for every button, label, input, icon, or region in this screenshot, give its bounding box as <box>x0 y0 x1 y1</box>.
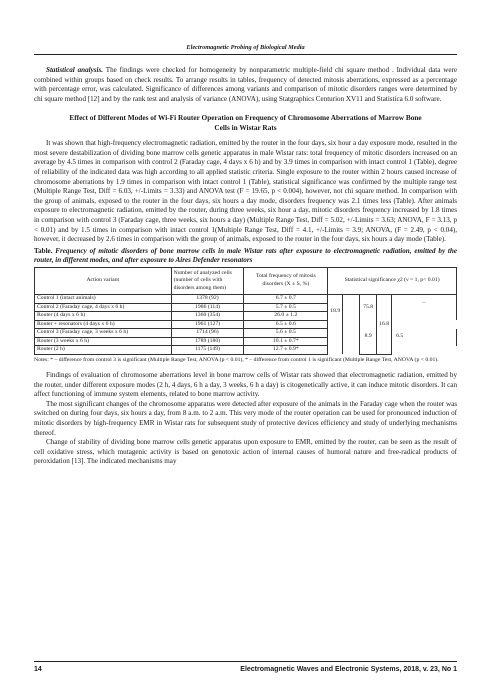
article-body <box>34 66 457 467</box>
row-variant: Control 1 (intact animals) <box>35 295 172 304</box>
results-paragraph-2: Findings of evaluation of chromosome aberrations level in bone marrow cells of Wistar rats showed that electromagnetic radiation, emitted by the router, under different exposure modes (2 h, 4 days, 6 h a day, 3 weeks, 6 h a day) is citogenetically active, it can induce mitotic disorders. It can affect functioning of immune system elements, related to bone marrow activity. <box>34 371 457 399</box>
statistical-analysis-heading: Statistical analysis. <box>46 66 104 74</box>
results-paragraph-1: It was shown that high-frequency electromagnetic radiation, emitted by the router in the four days, six hour a day exposure mode, resulted in the most severe destabilization of dividing bone marrow cells genetic apparatus in male Wistar rats: total frequency of mitotic disorders increased on an average by 4.5 times in comparison with control 2 (Faraday cage, 4 days x 6 h) and by 3.9 times in comparison with intact control 1 (Table), degree of reliability of the indicated data was high according to all applied statistic criteria. Single exposure to the router within 2 hours caused increase of chromosome aberrations by 1.9 times in comparison with intact control 1 (Table), statistical significance was confirmed by the multiple range test (Multiple Range Test, Diff = 6.03, +/-Limits = 3.33) and ANOVA test (F = 19.65, p < 0.004), however, not chi square method. In comparison with the group of animals, exposed to the router in the four days, six hours a day mode, disorders frequency was 2.1 times less (Table). After animals exposure to electromagnetic radiation, emitted by the router, during three weeks, six hour a day, mitotic disorders frequency increased by 1.8 times in comparison with control 3 (Faraday cage, three weeks, six hours a day) (Multiple Range Test, Diff = 5.02, +/-Limits = 3.63; ANOVA, F = 3.13, p < 0.01) and by 1.5 times in comparison with intact control 1(Multiple Range Test, Diff = 4.1, +/-Limits = 3.9; ANOVA, (F = 2.49, p < 0.04), however, it decreased by 2.6 times in comparison with the group of animals, exposed to the router in the four days, six hours a day mode (Table). <box>34 139 457 244</box>
significance-value: 8.9 <box>360 329 377 346</box>
row-cells: 1175 (149) <box>171 346 244 355</box>
results-paragraph-4: Change of stability of dividing bone marrow cells genetic apparatus upon exposure to EMR, emitted by the router, can be seen as the result of cell oxidative stress, which mutagenic activity is based on genotoxic action of internal causes of humoral nature and free-radical products of peroxidation [13]. The indicated mechanisms may <box>34 438 457 466</box>
header-statistical-significance: Statistical significance χ2 (ν = 1, p< 0.01) <box>328 267 457 295</box>
row-cells: 1986 (114) <box>171 303 244 312</box>
row-frequency: 5.7 ± 0.5 <box>244 303 328 312</box>
table-notes: Notes: * – difference from control 3 is significant (Multiple Range Test, ANOVA (p < 0.01), * – difference from control 1 is significant (Multiple Range Test, ANOVA (p < 0.01). <box>34 356 439 363</box>
row-variant: Router (4 days x 6 h) <box>35 312 172 321</box>
results-paragraph-3: The most significant changes of the chromosome apparatus were detected after exposure of the animals in the Faraday cage when the router was switched on during four days, six hours a day, from 8 a.m. to 2 a.m. This very mode of the router operation can be used for pronounced induction of mitotic disorders by high-frequency EMR in Wistar rats for subsequent study of protective devices efficiency and study of underlying mechanisms thereof. <box>34 399 457 437</box>
row-cells: 1360 (354) <box>171 312 244 321</box>
row-frequency: 10.1 ± 0.7* <box>244 337 328 346</box>
row-cells: 1789 (180) <box>171 337 244 346</box>
significance-value: 16.8 <box>377 312 392 338</box>
table-caption <box>34 247 457 266</box>
header-total-frequency: Total frequency of mitosis disorders (X ± S, %) <box>244 267 328 295</box>
table-row <box>35 295 457 304</box>
row-frequency: 5.6 ± 0.5 <box>244 329 328 338</box>
row-cells: 1961 (127) <box>171 320 244 329</box>
table-row <box>35 329 457 338</box>
row-frequency: 26.0 ± 1.2 <box>244 312 328 321</box>
mitotic-disorders-table <box>34 267 457 355</box>
page-number: 14 <box>34 666 42 673</box>
header-action-variant: Action variant <box>35 267 172 295</box>
row-frequency: 6.7 ± 0.7 <box>244 295 328 304</box>
table-caption-label: Table. <box>34 246 53 255</box>
row-variant: Control 3 (Faraday cage, 3 weeks x 6 h) <box>35 329 172 338</box>
row-frequency: 12.7 ± 0.9* <box>244 346 328 355</box>
statistical-analysis-paragraph <box>34 66 457 104</box>
journal-citation: Electromagnetic Waves and Electronic Systems, 2018, v. 23, No 1 <box>240 666 457 673</box>
row-cells: 1378 (92) <box>171 295 244 304</box>
significance-value: 18.9 <box>328 303 343 320</box>
significance-value: 6.5 <box>392 329 457 346</box>
table-row <box>35 346 457 355</box>
header-rule <box>34 54 457 55</box>
row-variant: Control 2 (Faraday cage, 4 days x 6 h) <box>35 303 172 312</box>
footer-rule <box>34 661 457 662</box>
header-analyzed-cells: Number of analyzed cells (number of cells with disorders among them) <box>171 267 244 295</box>
running-head: Electromagnetic Probing of Biological Media <box>186 44 305 51</box>
table-header-row <box>35 267 457 295</box>
table-row <box>35 320 457 329</box>
significance-value: – <box>392 295 457 312</box>
row-variant: Router (3 weeks x 6 h) <box>35 337 172 346</box>
row-variant: Router (2 h) <box>35 346 172 355</box>
table-row <box>35 312 457 321</box>
section-title: Effect of Different Modes of Wi-Fi Router Operation on Frequency of Chromosome Aberrations of Marrow Bone Cells in Wistar Rats <box>69 113 422 132</box>
row-cells: 1714 (96) <box>171 329 244 338</box>
row-frequency: 6.5 ± 0.6 <box>244 320 328 329</box>
row-variant: Router + resonators (4 days x 6 h) <box>35 320 172 329</box>
table-caption-text: Frequency of mitotic disorders of bone marrow cells in male Wistar rats after exposure to electromagnetic radiation, emitted by the router, in different modes, and after exposure to Aires Defender resonators <box>34 246 457 265</box>
statistical-analysis-text: The findings were checked for homogeneity by nonparametric multiple-field chi square method . Individual data were combined within groups based on check results. To arrange results in tables, frequency of detected mitosis aberrations, expressed as a percentage with percentage error, was calculated. Significance of differences among variants and comparison of mitotic disorders ranges were determined by chi square method [12] and by the rank test and analysis of variance (ANOVA), using Statgraphics Centurion XV11 and Statistica 6.0 software. <box>34 66 457 103</box>
significance-value: 75.8 <box>360 295 377 321</box>
